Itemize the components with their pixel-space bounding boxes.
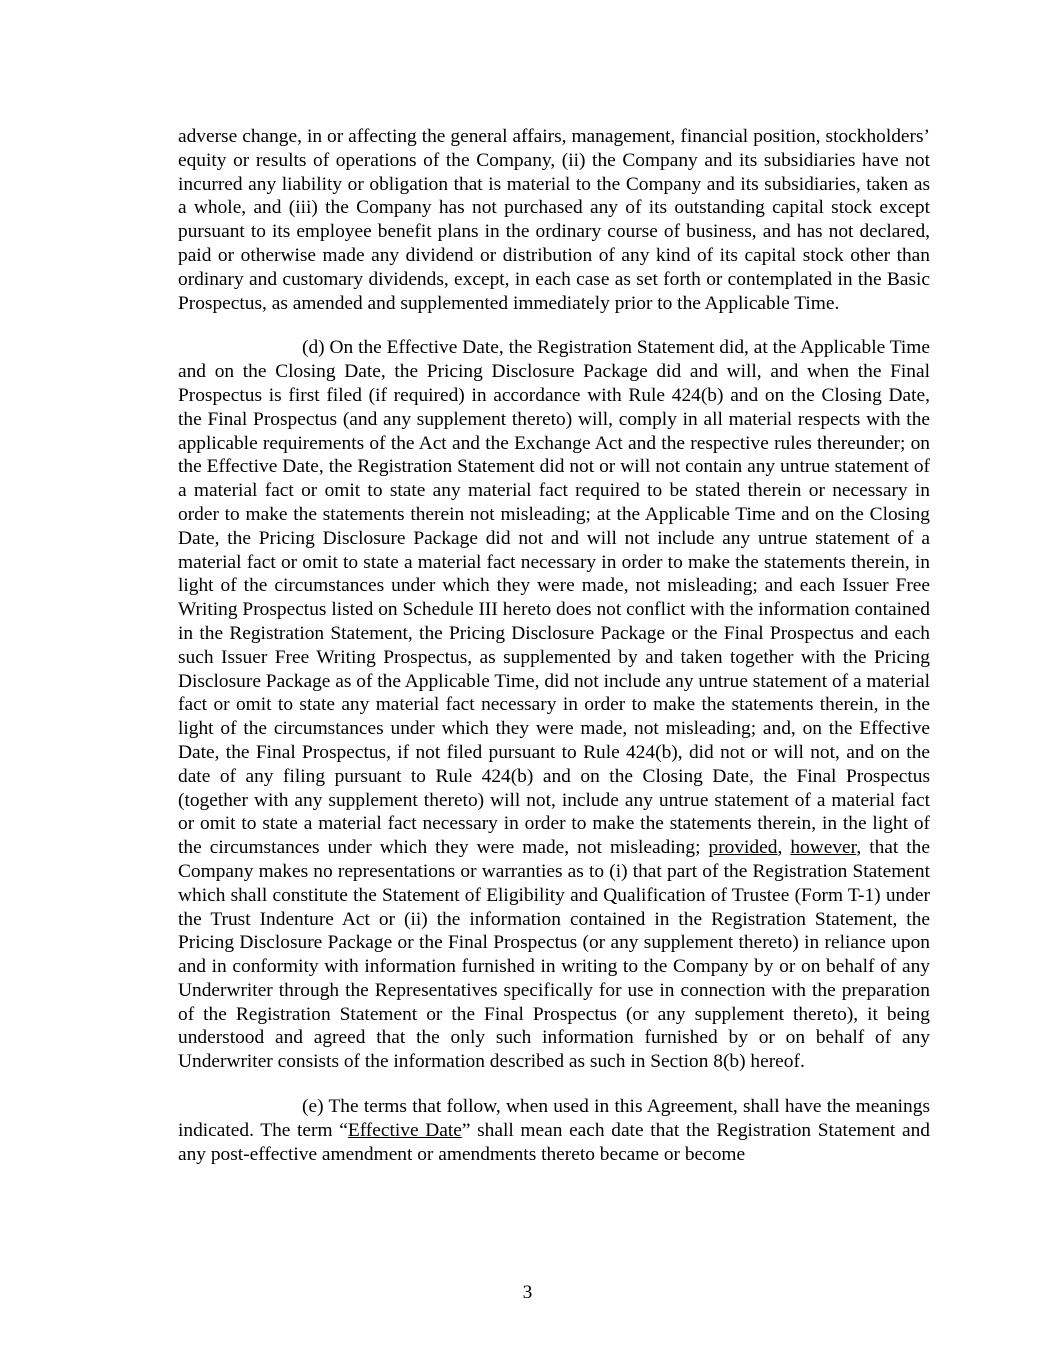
- paragraph-e-text-after: ” shall mean each date that the Registration Statement and any post-effective amendment or amendments thereto became or become: [178, 1119, 930, 1165]
- paragraph-d-text-before: (d) On the Effective Date, the Registration Statement did, at the Applicable Time and on the Closing Date, the Pricing Disclosure Package did and will, and when the Final Prospectus is first filed (if required) in accordance with Rule 424(b) and on the Closing Date, the Final Prospectus (and any supplement thereto) will, comply in all material respects with the applicable requirements of the Act and the Exchange Act and the respective rules thereunder; on the Effective Date, the Registration Statement did not or will not contain any untrue statement of a material fact or omit to state any material fact required to be stated therein or necessary in order to make the statements therein not misleading; at the Applicable Time and on the Closing Date, the Pricing Disclosure Package did not and will not include any untrue statement of a material fact or omit to state a material fact necessary in order to make the statements therein, in light of the circumstances under which they were made, not misleading; and each Issuer Free Writing Prospectus listed on Schedule III hereto does not conflict with the information contained in the Registration Statement, the Pricing Disclosure Package or the Final Prospectus and each such Issuer Free Writing Prospectus, as supplemented by and taken together with the Pricing Disclosure Package as of the Applicable Time, did not include any untrue statement of a material fact or omit to state any material fact necessary in order to make the statements therein, in the light of the circumstances under which they were made, not misleading; and, on the Effective Date, the Final Prospectus, if not filed pursuant to Rule 424(b), did not or will not, and on the date of any filing pursuant to Rule 424(b) and on the Closing Date, the Final Prospectus (together with any supplement thereto) will not, include any untrue statement of a material fact or omit to state a material fact necessary in order to make the statements therein, in the light of the circumstances under which they were made, not misleading;: [178, 337, 930, 859]
- paragraph-e: [178, 1095, 930, 1166]
- paragraph-d: [178, 336, 930, 1074]
- paragraph-e-text-before: (e) The terms that follow, when used in this Agreement, shall have the meanings indicated. The term “: [178, 1096, 930, 1141]
- effective-date-term: Effective Date: [347, 1119, 462, 1141]
- paragraph-d-separator: ,: [777, 837, 791, 859]
- provided-term: provided: [708, 837, 778, 859]
- paragraph-c-continued: adverse change, in or affecting the general affairs, management, financial position, stockholders’ equity or results of operations of the Company, (ii) the Company and its subsidiaries have not incurred any liability or obligation that is material to the Company and its subsidiaries, taken as a whole, and (iii) the Company has not purchased any of its outstanding capital stock except pursuant to its employee benefit plans in the ordinary course of business, and has not declared, paid or otherwise made any dividend or distribution of any kind of its capital stock other than ordinary and customary dividends, except, in each case as set forth or contemplated in the Basic Prospectus, as amended and supplemented immediately prior to the Applicable Time.: [178, 126, 930, 314]
- however-term: however: [790, 837, 857, 859]
- paragraph-d-text-after: , that the Company makes no representations or warranties as to (i) that part of the Registration Statement which shall constitute the Statement of Eligibility and Qualification of Trustee (Form T-1) under the Trust Indenture Act or (ii) the information contained in the Registration Statement, the Pricing Disclosure Package or the Final Prospectus (or any supplement thereto) in reliance upon and in conformity with information furnished in writing to the Company by or on behalf of any Underwriter through the Representatives specifically for use in connection with the preparation of the Registration Statement or the Final Prospectus (or any supplement thereto), it being understood and agreed that the only such information furnished by or on behalf of any Underwriter consists of the information described as such in Section 8(b) hereof.: [178, 837, 930, 1073]
- page-number: 3: [522, 1282, 533, 1303]
- document-body: [178, 125, 930, 1166]
